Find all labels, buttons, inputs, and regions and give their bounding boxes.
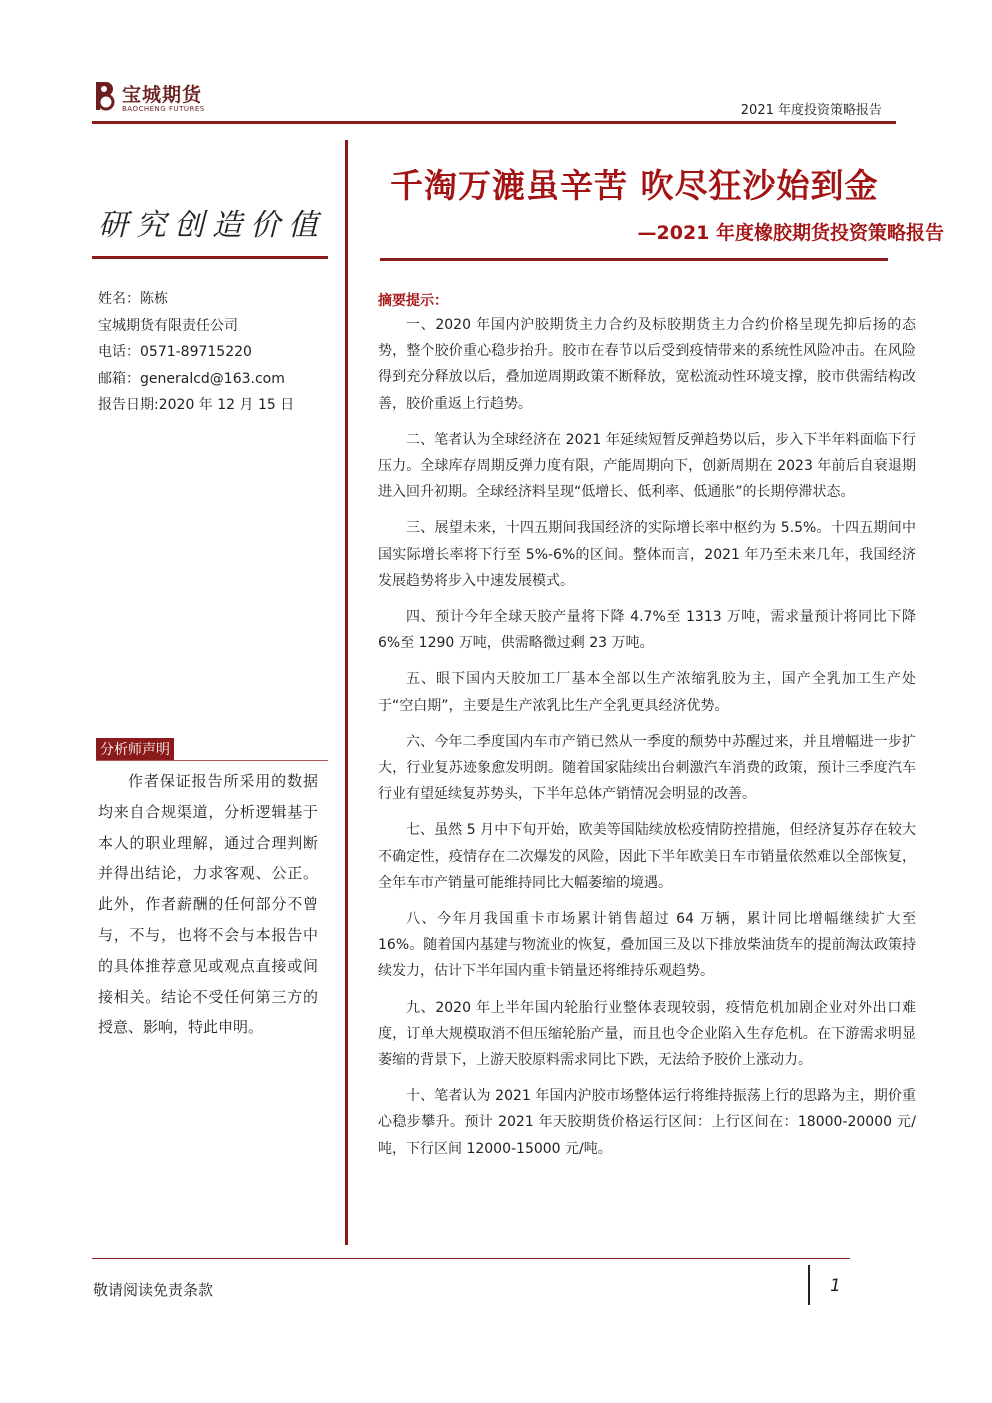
logo-chinese-name: 宝城期货 [122,84,203,106]
report-type: 2021 年度投资策略报告 [740,103,882,118]
analyst-statement-body: 作者保证报告所采用的数据均来自合规渠道，分析逻辑基于本人的职业理解，通过合理判断并得出结论，力求客观、公正。此外，作者薪酬的任何部分不曾与，不与，也将不会与本报告中的具体推荐意见或观点直接或间接相关。结论不受任何第三方的授意、影响，特此申明。 [98,772,318,1037]
report-date: 报告日期:2020 年 12 月 15 日 [98,397,295,413]
logo-english-name: BAOCHENG FUTURES [122,105,205,113]
abstract-paragraph: 八、今年月我国重卡市场累计销售超过 64 万辆，累计同比增幅继续扩大至 16%。随着国内基建与物流业的恢复，叠加国三及以下排放柴油货车的提前淘汰政策持续发力，估计下半年国内重卡销量还将维持乐观趋势。 [378,911,916,980]
analyst-statement-title: 分析师声明 [96,738,174,760]
abstract-paragraph: 二、笔者认为全球经济在 2021 年延续短暂反弹趋势以后，步入下半年料面临下行压力。全球库存周期反弹力度有限，产能周期向下，创新周期在 2023 年前后自衰退期进入回升初期。全球经济料呈现“低增长、低利率、低通胀”的长期停滞状态。 [378,431,916,501]
abstract-paragraph: 一、2020 年国内沪胶期货主力合约及标胶期货主力合约价格呈现先抑后扬的态势，整个胶价重心稳步抬升。胶市在春节以后受到疫情带来的系统性风险冲击。在风险得到充分释放以后，叠加逆周期政策不断释放，宽松流动性环境支撑，胶市供需结构改善，胶价重返上行趋势。 [378,317,916,412]
abstract-paragraph: 四、预计今年全球天胶产量将下降 4.7%至 1313 万吨，需求量预计将同比下降 6%至 1290 万吨，供需略微过剩 23 万吨。 [378,609,916,652]
company-logo [92,78,232,118]
author-email[interactable]: 邮箱：generalcd@163.com [98,370,285,387]
motto-divider [92,256,328,259]
motto: 研究创造价值 [98,208,326,243]
author-company: 宝城期货有限责任公司 [98,317,238,334]
abstract-paragraphs [378,312,916,1172]
title-divider [380,258,888,261]
abstract-paragraph: 三、展望未来，十四五期间我国经济的实际增长率中枢约为 5.5%。十四五期间中国实际增长率将下行至 5%-6%的区间。整体而言，2021 年乃至未来几年，我国经济发展趋势将步入中速发展模式。 [378,520,916,589]
author-phone: 电话：0571-89715220 [98,344,252,360]
footer-separator [808,1265,810,1305]
disclaimer-link[interactable]: 敬请阅读免责条款 [93,1281,214,1299]
report-title: 千淘万漉虽辛苦 吹尽狂沙始到金 [390,166,879,205]
footer-divider [92,1258,850,1259]
column-divider [345,140,348,1245]
author-info [98,286,294,419]
abstract-label: 摘要提示： [378,293,448,309]
abstract-paragraph: 五、眼下国内天胶加工厂基本全部以生产浓缩乳胶为主，国产全乳加工生产处于“空白期”，主要是生产浓乳比生产全乳更具经济优势。 [378,671,916,714]
abstract-paragraph: 九、2020 年上半年国内轮胎行业整体表现较弱，疫情危机加剧企业对外出口难度，订单大规模取消不但压缩轮胎产量，而且也令企业陷入生存危机。在下游需求明显萎缩的背景下，上游天胶原料需求同比下跌，无法给予胶价上涨动力。 [378,999,916,1069]
report-subtitle: —2021 年度橡胶期货投资策略报告 [637,222,944,244]
abstract-paragraph: 七、虽然 5 月中下旬开始，欧美等国陆续放松疫情防控措施，但经济复苏存在较大不确定性，疫情存在二次爆发的风险，因此下半年欧美日车市销量依然难以全部恢复，全年车市产销量可能维持同比大幅萎缩的境遇。 [378,822,916,891]
abstract-paragraph: 六、今年二季度国内车市产销已然从一季度的颓势中苏醒过来，并且增幅进一步扩大，行业复苏迹象愈发明朗。随着国家陆续出台刺激汽车消费的政策，预计三季度汽车行业有望延续复苏势头，下半年总体产销情况会明显的改善。 [378,733,916,803]
baocheng-logo-icon [92,80,118,112]
page-number: 1 [830,1276,841,1296]
analyst-statement-divider [96,760,328,761]
header-divider [92,121,896,124]
author-name: 姓名：陈栋 [98,291,168,307]
abstract-paragraph: 十、笔者认为 2021 年国内沪胶市场整体运行将维持振荡上行的思路为主，期价重心稳步攀升。预计 2021 年天胶期货价格运行区间：上行区间在：18000-20000 元/吨，下行区间 12000-15000 元/吨。 [378,1088,916,1157]
